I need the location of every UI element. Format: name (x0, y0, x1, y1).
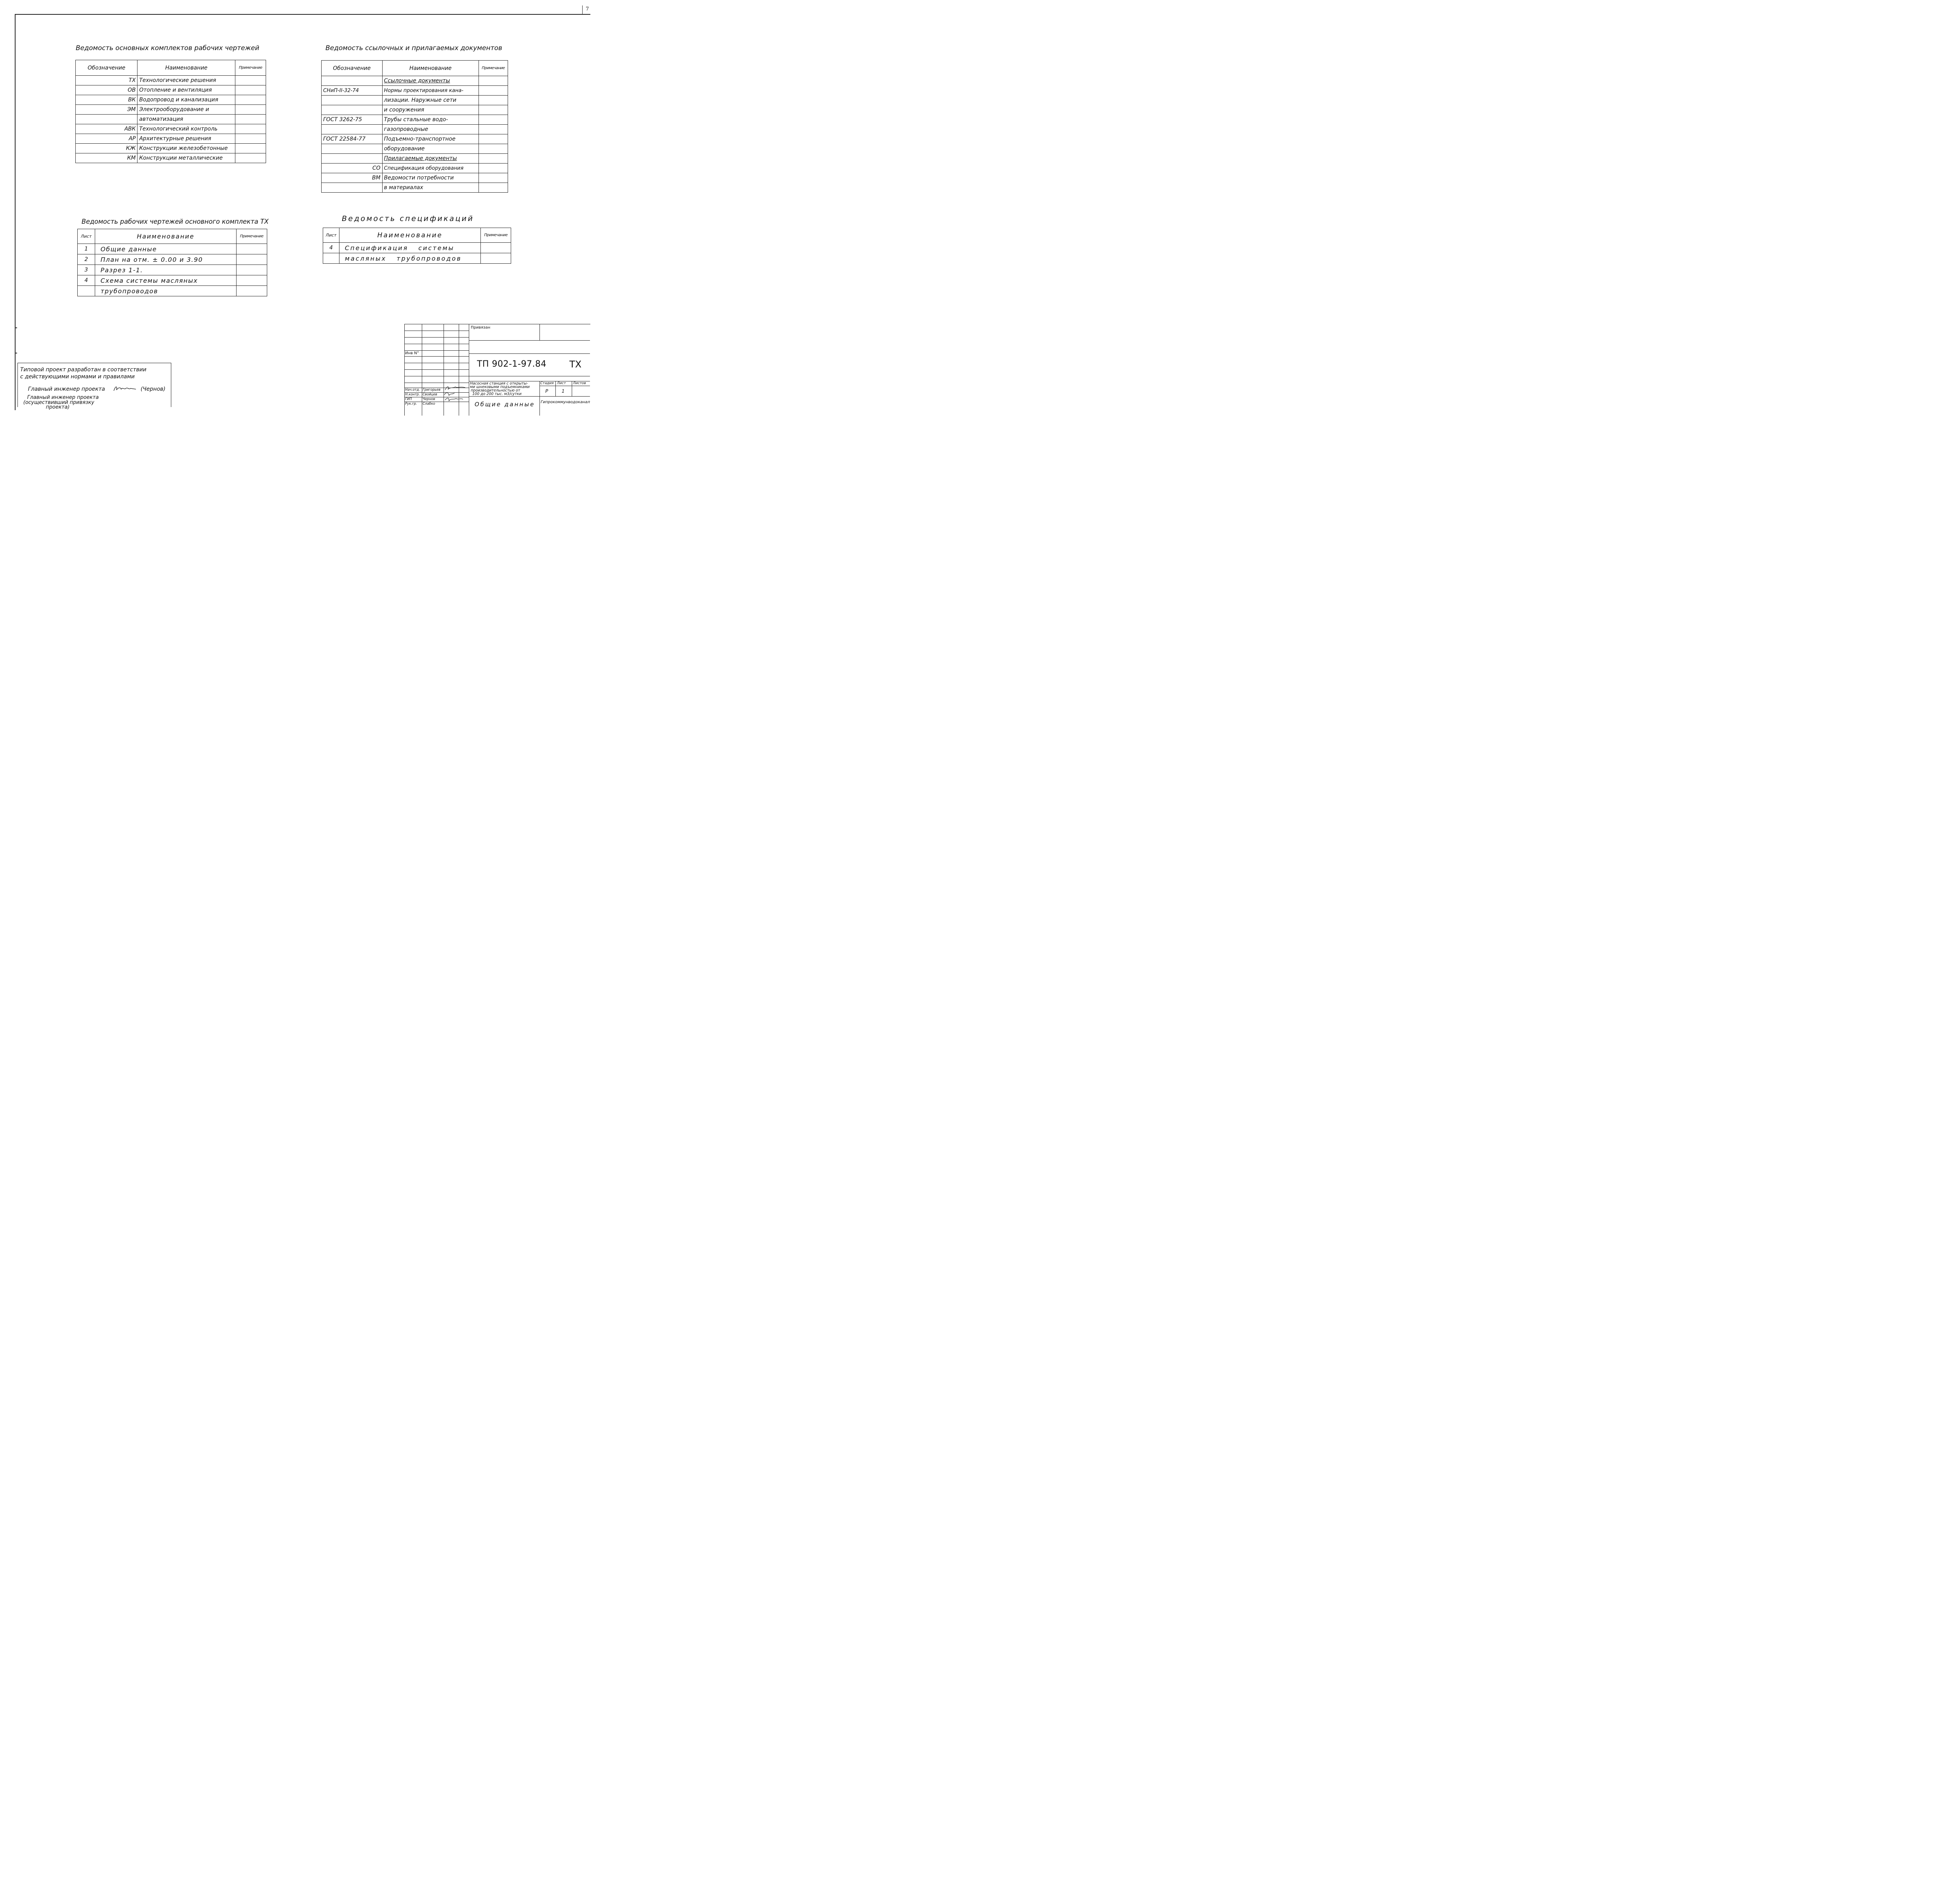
row-name: Технологический контроль (137, 124, 235, 134)
row-name: оборудование (382, 144, 479, 154)
stamp-hline-right (469, 353, 590, 354)
table-row (322, 154, 508, 164)
stamp-desc-line1: Насосная станция с открыты- (470, 381, 528, 386)
row-note (235, 85, 266, 95)
row-designation (322, 144, 383, 154)
table-row (76, 105, 266, 115)
row-note (237, 275, 267, 286)
row-name: Общие данные (95, 244, 236, 254)
row-name: Трубы стальные водо- (382, 115, 479, 125)
row-note (479, 144, 508, 154)
stamp-vline-right (555, 381, 556, 396)
table1 (75, 60, 266, 163)
table-row (322, 115, 508, 125)
row-designation: ГОСТ 22584-77 (322, 134, 383, 144)
row-note (237, 265, 267, 275)
row-name: Ведомости потребности (382, 173, 479, 183)
row-designation (322, 125, 383, 134)
stamp-hline (404, 337, 469, 338)
row-name: Электрооборудование и (137, 105, 235, 115)
row-designation (322, 76, 383, 86)
table-row (76, 153, 266, 163)
table-row (78, 254, 267, 265)
stamp-stage-value: Р (545, 388, 548, 394)
note-line-2: с действующими нормами и правилами (20, 374, 135, 380)
table1-header-designation: Обозначение (76, 60, 137, 76)
row-designation: ОВ (76, 85, 137, 95)
row-note (235, 134, 266, 144)
row-name: Спецификация системы (339, 243, 480, 253)
row-note (235, 153, 266, 163)
row-note (235, 105, 266, 115)
row-note (479, 164, 508, 173)
row-sheet (78, 286, 95, 296)
table-row (322, 96, 508, 105)
table4-header-sheet: Лист (323, 228, 339, 243)
table-row (323, 243, 511, 253)
row-sheet: 1 (78, 244, 95, 254)
table-row (76, 95, 266, 105)
row-note (237, 244, 267, 254)
table-row (322, 134, 508, 144)
row-name: Разрез 1-1. (95, 265, 236, 275)
stamp-organization: Гипрокоммунводоканал (541, 400, 590, 404)
table-row (322, 173, 508, 183)
stamp-role-3: ГИП (405, 397, 412, 401)
row-name: Схема системы масляных (95, 275, 236, 286)
stamp-hline (404, 356, 469, 357)
chief-engineer-signature (113, 385, 138, 393)
table2-title: Ведомость ссылочных и прилагаемых документов (325, 44, 503, 52)
table3-title: Ведомость рабочих чертежей основного комплекта ТХ (82, 218, 269, 225)
row-designation (322, 96, 383, 105)
table-row (78, 286, 267, 296)
table4-header-note: Примечание (481, 228, 511, 243)
row-note (479, 173, 508, 183)
page-number: 7 (586, 6, 589, 12)
stamp-hline (404, 350, 469, 351)
table4-header-name: Наименование (339, 228, 480, 243)
row-name: и сооружения (382, 105, 479, 115)
row-designation (322, 183, 383, 193)
table-row (76, 115, 266, 124)
stamp-hline (404, 369, 469, 370)
table-row (76, 144, 266, 153)
chief-engineer2-line1: Главный инженер проекта (27, 395, 99, 400)
row-designation: ЭМ (76, 105, 137, 115)
row-note (235, 76, 266, 85)
row-name: лизации. Наружные сети (382, 96, 479, 105)
frame-left-line (15, 14, 16, 410)
row-note (479, 154, 508, 164)
row-designation: АВК (76, 124, 137, 134)
row-note (481, 253, 511, 264)
stamp-document-code: ТП 902-1-97.84 (477, 359, 546, 369)
stamp-role-2: Н.контр. (405, 393, 420, 397)
table-row (322, 86, 508, 96)
stamp-name-3: Чернов (423, 397, 435, 401)
row-name: газопроводные (382, 125, 479, 134)
table-row (78, 265, 267, 275)
row-note (479, 96, 508, 105)
table-row (322, 183, 508, 193)
table2 (321, 60, 508, 193)
page-number-tick (582, 5, 583, 14)
row-name: Архитектурные решения (137, 134, 235, 144)
row-note (481, 243, 511, 253)
table3-header-sheet: Лист (78, 229, 95, 244)
table-row (76, 76, 266, 85)
row-name: Ссылочные документы (382, 76, 479, 86)
stamp-hline-right (469, 396, 590, 397)
row-name: Спецификация оборудования (382, 164, 479, 173)
table3-header-name: Наименование (95, 229, 236, 244)
row-name: Прилагаемые документы (382, 154, 479, 164)
table-row (323, 253, 511, 264)
chief-engineer-label: Главный инженер проекта (28, 386, 105, 392)
row-note (235, 115, 266, 124)
row-designation: ГОСТ 3262-75 (322, 115, 383, 125)
row-sheet: 2 (78, 254, 95, 265)
row-designation (322, 105, 383, 115)
stamp-desc-line3: производительностью от (471, 388, 520, 393)
row-designation: СНиП-II-32-74 (322, 86, 383, 96)
stamp-role-4: Рук.гр. (405, 402, 417, 406)
chief-engineer-name: (Чернов) (141, 386, 165, 392)
table1-title: Ведомость основных комплектов рабочих чертежей (76, 44, 259, 52)
frame-tick-1 (15, 327, 17, 328)
table4 (323, 228, 511, 264)
stamp-vline-right (539, 324, 540, 340)
row-name: Водопровод и канализация (137, 95, 235, 105)
stamp-privyazan: Привязан (471, 325, 491, 330)
row-name: автоматизация (137, 115, 235, 124)
table-row (322, 105, 508, 115)
table-row (78, 275, 267, 286)
stamp-name-4: Слабко (423, 402, 435, 406)
table-row (76, 85, 266, 95)
row-designation (76, 115, 137, 124)
table-row (322, 144, 508, 154)
row-note (479, 115, 508, 125)
row-sheet (323, 253, 339, 264)
row-note (479, 183, 508, 193)
row-note (237, 286, 267, 296)
table-row (322, 125, 508, 134)
row-name: масляных трубопроводов (339, 253, 480, 264)
stamp-stage-header: Стадия (540, 381, 554, 385)
row-name: трубопроводов (95, 286, 236, 296)
stamp-sheet-header: Лист (557, 381, 566, 385)
table2-header-name: Наименование (382, 61, 479, 76)
stamp-sheets-header: Листов (573, 381, 586, 385)
table1-header-note: Примечание (235, 60, 266, 76)
table1-header-name: Наименование (137, 60, 235, 76)
row-name: в материалах (382, 183, 479, 193)
row-note (479, 86, 508, 96)
stamp-role-1: Нач.отд. (405, 388, 420, 392)
stamp-sheet-title: Общие данные (475, 401, 535, 408)
table-row (76, 124, 266, 134)
chief-engineer2-line2: (осуществивший привязку (23, 400, 94, 406)
row-note (237, 254, 267, 265)
row-designation: ТХ (76, 76, 137, 85)
row-name: Технологические решения (137, 76, 235, 85)
table-row (322, 76, 508, 86)
table-row (322, 164, 508, 173)
row-sheet: 3 (78, 265, 95, 275)
table-row (78, 244, 267, 254)
frame-top-line (15, 14, 590, 15)
row-name: Конструкции железобетонные (137, 144, 235, 153)
row-note (235, 124, 266, 134)
row-note (479, 105, 508, 115)
row-sheet: 4 (323, 243, 339, 253)
row-name: Подъемно-транспортное (382, 134, 479, 144)
row-note (479, 125, 508, 134)
stamp-name-1: Григорьев (423, 388, 440, 392)
row-designation: СО (322, 164, 383, 173)
row-designation: АР (76, 134, 137, 144)
table3-header-note: Примечание (237, 229, 267, 244)
row-designation (322, 154, 383, 164)
drawing-sheet (0, 0, 606, 416)
row-designation: ВМ (322, 173, 383, 183)
table-row (76, 134, 266, 144)
table2-header-designation: Обозначение (322, 61, 383, 76)
row-designation: ВК (76, 95, 137, 105)
row-name: План на отм. ± 0.00 и 3.90 (95, 254, 236, 265)
stamp-vline-right (539, 381, 540, 416)
row-designation: КМ (76, 153, 137, 163)
stamp-inv-label: Инв N° (405, 351, 419, 355)
row-name: Нормы проектирования кана- (382, 86, 479, 96)
row-note (479, 76, 508, 86)
row-designation: КЖ (76, 144, 137, 153)
stamp-desc-line4: 100 до 200 тыс. м3/сутки (472, 392, 522, 396)
note-line-1: Типовой проект разработан в соответствии (20, 367, 146, 373)
stamp-sheet-value: 1 (562, 388, 565, 394)
row-note (235, 144, 266, 153)
stamp-mark: ТХ (569, 359, 582, 370)
row-note (235, 95, 266, 105)
row-sheet: 4 (78, 275, 95, 286)
table2-header-note: Примечание (479, 61, 508, 76)
stamp-signatures (444, 385, 467, 406)
stamp-desc-line2: ми шнековыми подъемниками (470, 385, 530, 389)
row-note (479, 134, 508, 144)
table4-title: Ведомость спецификаций (342, 214, 474, 223)
table3 (77, 229, 267, 296)
stamp-name-2: Свойцев (423, 393, 437, 397)
row-name: Отопление и вентиляция (137, 85, 235, 95)
stamp-hline-right (469, 340, 590, 341)
chief-engineer2-line3: проекта) (46, 404, 70, 410)
row-name: Конструкции металлические (137, 153, 235, 163)
